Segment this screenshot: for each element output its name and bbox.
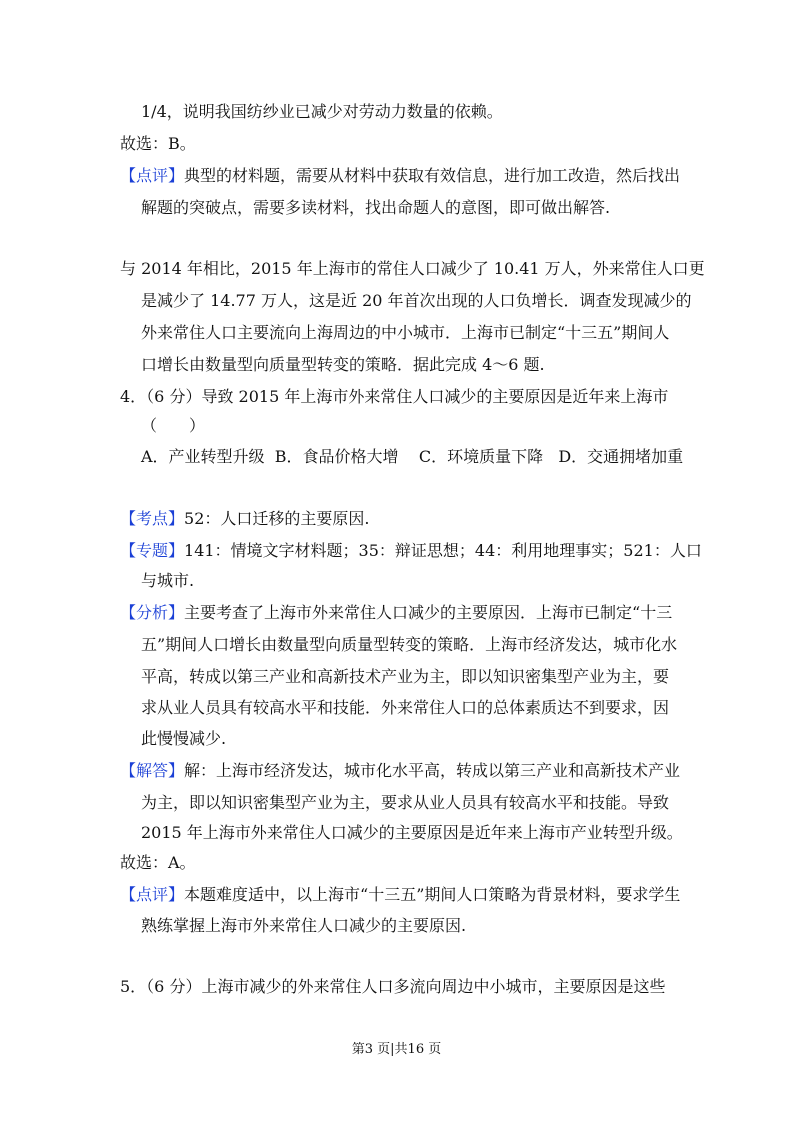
kaodian-text: 52：人口迁移的主要原因. bbox=[184, 509, 370, 528]
q4-kaodian bbox=[120, 508, 369, 530]
q4-fenxi-line-4: 求从业人员具有较高水平和技能．外来常住人口的总体素质达不到要求，因 bbox=[141, 698, 670, 717]
q4-dianping-line-2: 熟练掌握上海市外来常住人口减少的主要原因. bbox=[141, 916, 467, 935]
dianping-text: 本题难度适中，以上海市“十三五”期间人口策略为背景材料，要求学生 bbox=[184, 885, 681, 904]
q4-stem-line-2: （ ） bbox=[141, 416, 206, 435]
page-footer: 第3 页|共16 页 bbox=[351, 1042, 442, 1057]
q4-fenxi-line-5: 此慢慢减少. bbox=[141, 729, 227, 748]
material-line-4: 口增长由数量型向质量型转变的策略．据此完成 4～6 题. bbox=[141, 355, 545, 374]
fenxi-text: 主要考查了上海市外来常住人口减少的主要原因．上海市已制定“十三 bbox=[184, 603, 673, 622]
q4-stem-line-1: 4．（6 分）导致 2015 年上海市外来常住人口减少的主要原因是近年来上海市 bbox=[120, 387, 669, 406]
q4-fenxi-line-1 bbox=[120, 602, 672, 624]
q4-fenxi-line-2: 五”期间人口增长由数量型向质量型转变的策略．上海市经济发达，城市化水 bbox=[141, 635, 678, 654]
q4-answer: 故选：A。 bbox=[120, 853, 196, 872]
material-line-1: 与 2014 年相比，2015 年上海市的常住人口减少了 10.41 万人，外来常住人口更 bbox=[120, 259, 705, 278]
answer-text: 故选：B。 bbox=[120, 134, 196, 153]
q4-zhuanti-line-1 bbox=[120, 540, 702, 562]
q4-zhuanti-line-2: 与城市. bbox=[141, 571, 195, 590]
q4-fenxi-line-3: 平高，转成以第三产业和高新技术产业为主，即以知识密集型产业为主，要 bbox=[141, 667, 670, 686]
material-line-3: 外来常住人口主要流向上海周边的中小城市．上海市已制定“十三五”期间人 bbox=[141, 323, 670, 342]
q4-jieda-line-1 bbox=[120, 760, 680, 782]
kaodian-tag: 【考点】 bbox=[120, 509, 185, 528]
comment-line-2: 解题的突破点，需要多读材料，找出命题人的意图，即可做出解答. bbox=[141, 198, 611, 217]
q5-stem-line-1: 5．（6 分）上海市减少的外来常住人口多流向周边中小城市，主要原因是这些 bbox=[120, 977, 666, 996]
comment-line-1 bbox=[120, 165, 680, 187]
comment-text: 典型的材料题，需要从材料中获取有效信息，进行加工改造，然后找出 bbox=[184, 166, 681, 185]
q4-jieda-line-3: 2015 年上海市外来常住人口减少的主要原因是近年来上海市产业转型升级。 bbox=[141, 823, 683, 842]
fenxi-tag: 【分析】 bbox=[120, 603, 185, 622]
analysis-tail-text: 1/4，说明我国纺纱业已减少对劳动力数量的依赖。 bbox=[141, 102, 503, 121]
zhuanti-text: 141：情境文字材料题；35：辩证思想；44：利用地理事实；521：人口 bbox=[184, 541, 702, 560]
comment-tag: 【点评】 bbox=[120, 166, 185, 185]
jieda-text: 解：上海市经济发达，城市化水平高，转成以第三产业和高新技术产业 bbox=[184, 761, 681, 780]
dianping-tag: 【点评】 bbox=[120, 885, 185, 904]
jieda-tag: 【解答】 bbox=[120, 761, 185, 780]
q4-dianping-line-1 bbox=[120, 884, 680, 906]
q4-jieda-line-2: 为主，即以知识密集型产业为主，要求从业人员具有较高水平和技能。导致 bbox=[141, 793, 670, 812]
q4-options: A．产业转型升级 B．食品价格大增 C．环境质量下降 D．交通拥堵加重 bbox=[141, 447, 684, 466]
zhuanti-tag: 【专题】 bbox=[120, 541, 185, 560]
material-line-2: 是减少了 14.77 万人，这是近 20 年首次出现的人口负增长．调查发现减少的 bbox=[141, 291, 692, 310]
